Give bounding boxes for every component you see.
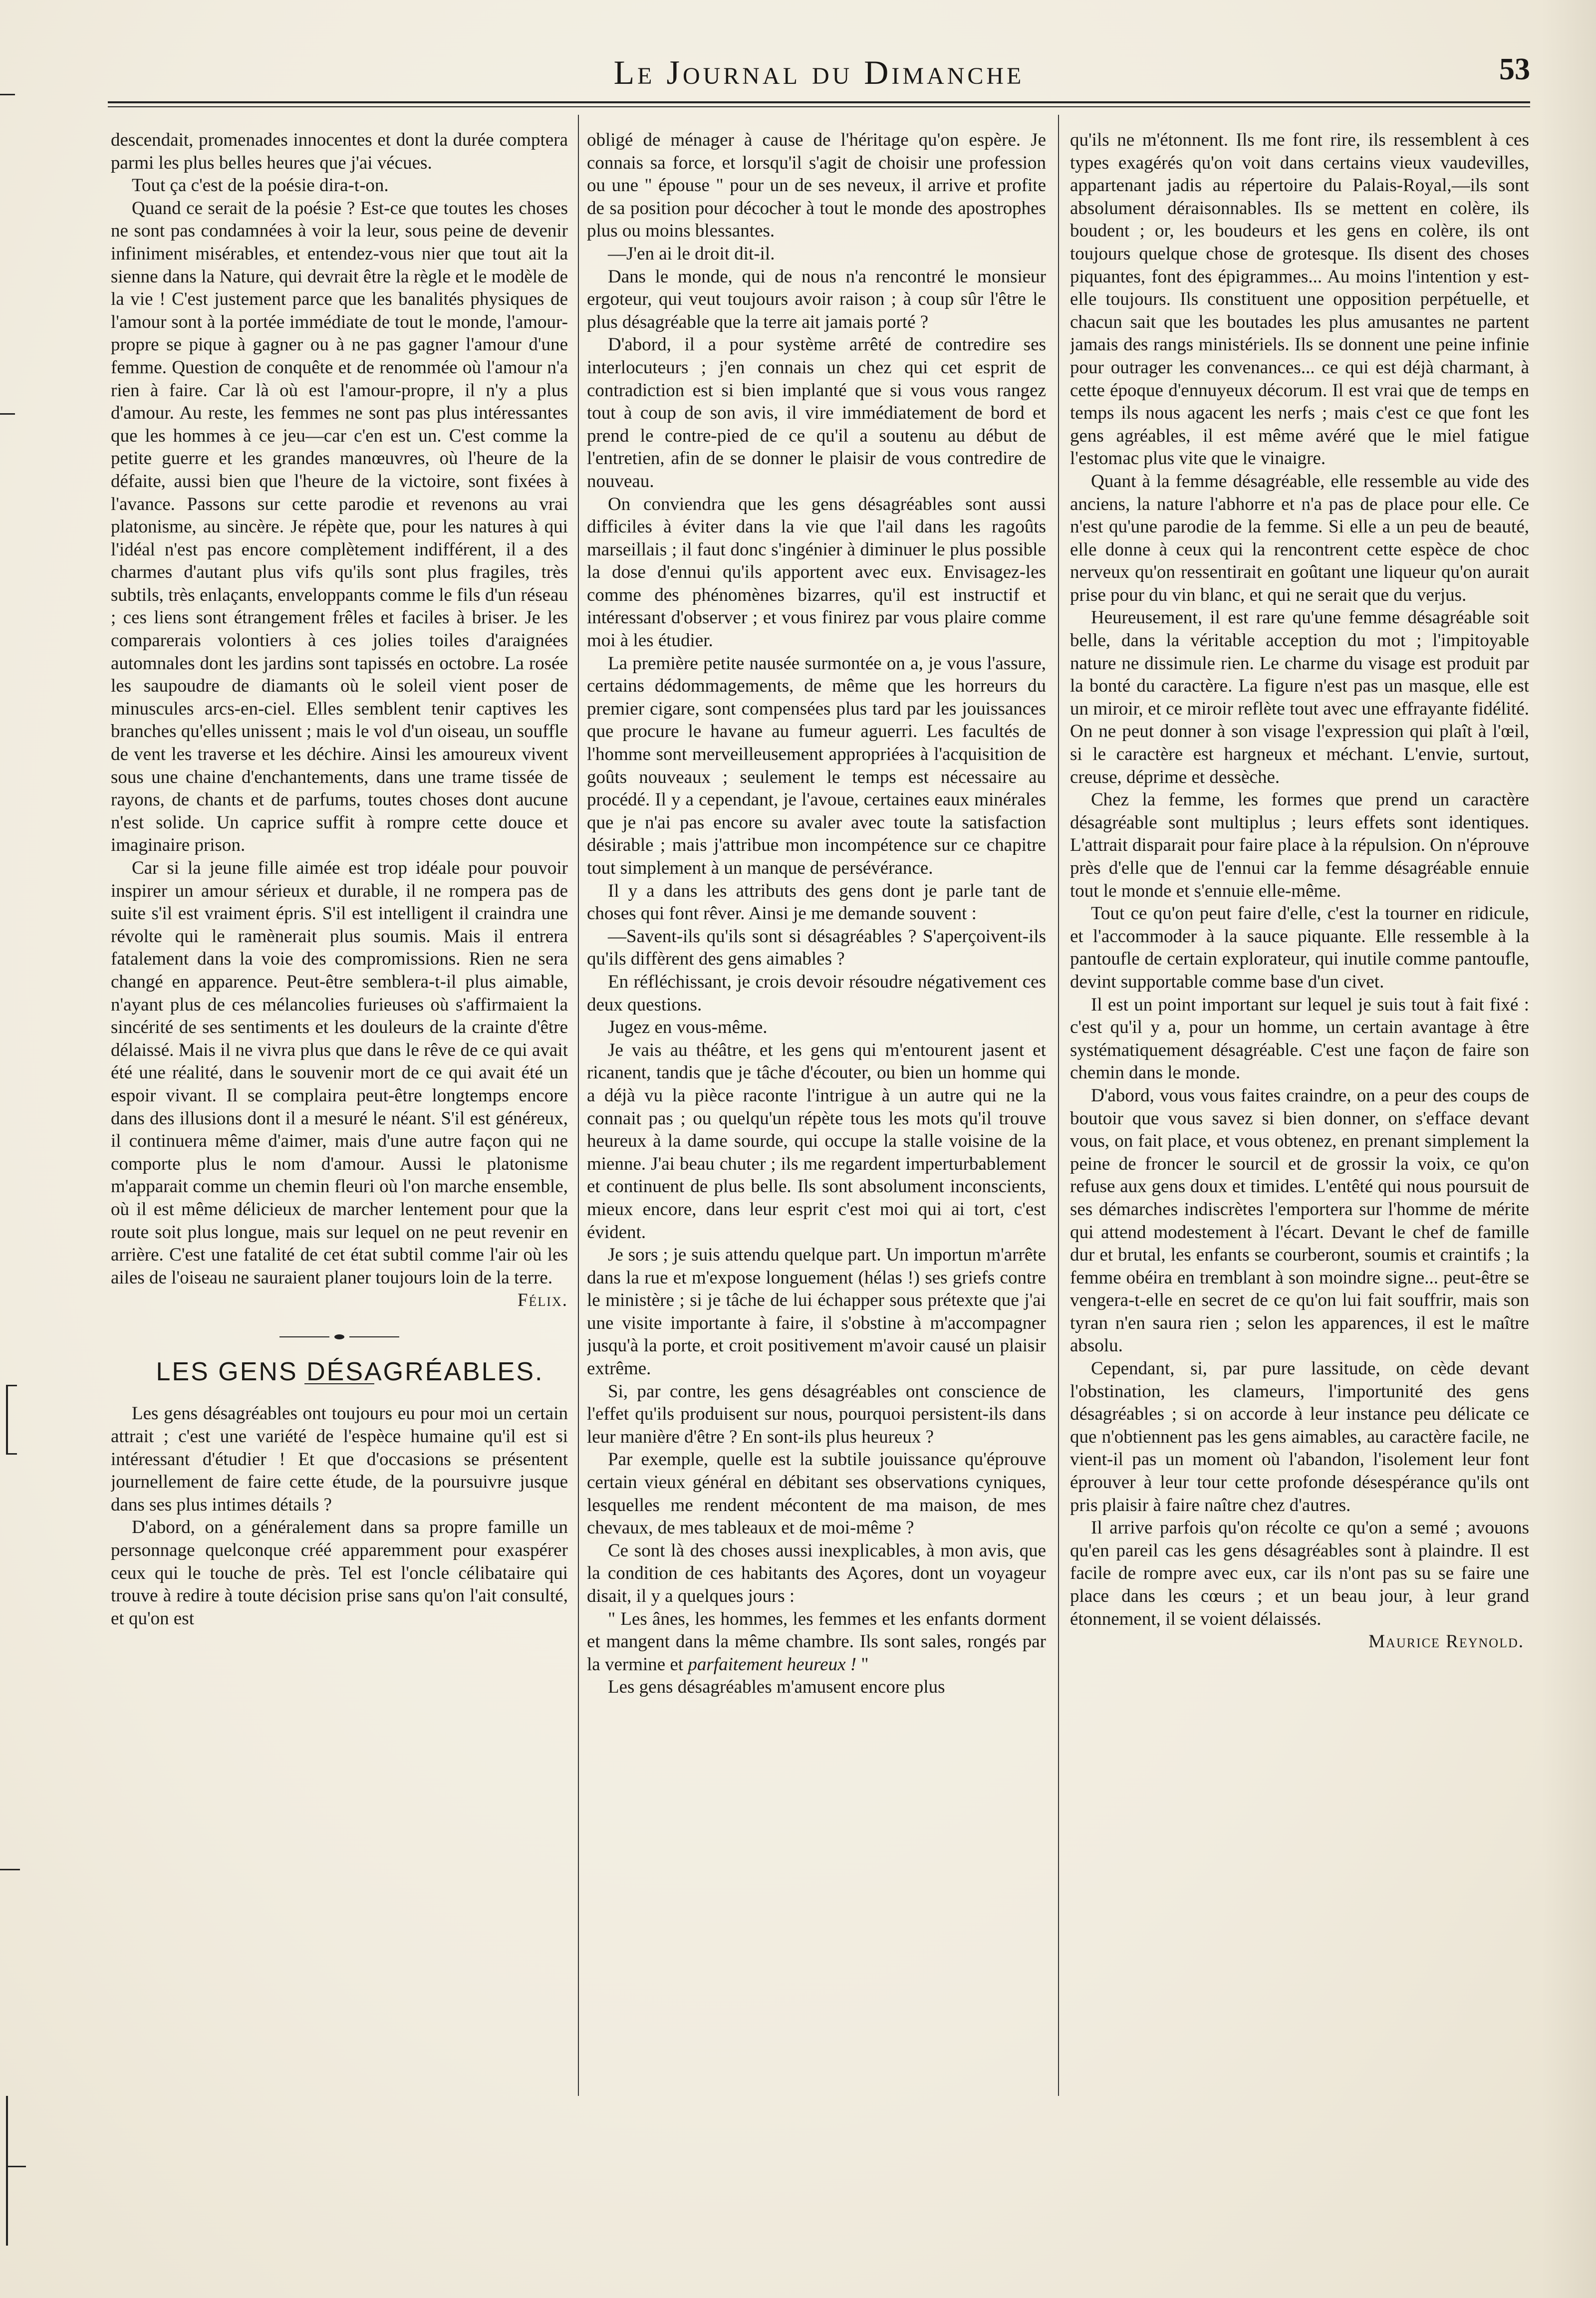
margin-bracket	[6, 1385, 8, 1455]
paragraph: Cependant, si, par pure lassitude, on cède devant l'obstination, les clameurs, l'importunité des gens désagréables ; si on accorde à leur instance peu délicate ce que n'obtiennent pas les gens aimables, au caractère facile, ne vient-il pas un moment où l'abandon, l'isolement leur font éprouver à leur tour cette profonde désespérance qu'ils ont pris plaisir à faire naître chez d'autres.	[1070, 1358, 1529, 1516]
column-2	[587, 129, 1046, 2105]
paragraph: Chez la femme, les formes que prend un caractère désagréable sont multiplus ; leurs effets sont identiques. L'attrait disparait pour faire place à la répulsion. On n'éprouve près d'elle que de l'ennui car la femme désagréable ennuie tout le monde et s'ennuie elle-même.	[1070, 789, 1529, 901]
paragraph: —J'en ai le droit dit-il.	[608, 243, 775, 264]
paragraph: Tout ça c'est de la poésie dira-t-on.	[132, 175, 389, 196]
margin-tick	[0, 1869, 20, 1870]
section-ornament	[279, 1333, 399, 1341]
paragraph: Tout ce qu'on peut faire d'elle, c'est la tourner en ridicule, et l'accommoder à la sauce piquante. Elle ressemble à la pantoufle de certain explorateur, qui inutile comme pantoufle, devint supportable comme base d'un civet.	[1070, 903, 1529, 992]
paragraph: Dans le monde, qui de nous n'a rencontré le monsieur ergoteur, qui veut toujours avoir raison ; à coup sûr l'être le plus désagréable que la terre ait jamais porté ?	[587, 266, 1046, 332]
margin-bracket	[6, 1453, 17, 1455]
running-head	[108, 49, 1530, 97]
header-rule	[108, 101, 1530, 107]
paragraph: La première petite nausée surmontée on a, je vous l'assure, certains dédommagements, de même que les horreurs du premier cigare, sont compensées plus tard par les jouissances que procure le havane au fumeur aguerri. Les facultés de l'homme sont merveilleusement appropriées à l'acquisition de goûts nouveaux ; seulement le temps est nécessaire au procédé. Il y a cependant, je l'avoue, certaines eaux minérales que je n'ai pas encore su avaler avec toute la satisfaction désirable ; mais j'attribue mon incompétence sur ce chapitre tout simplement à un manque de persévérance.	[587, 653, 1046, 878]
column-3	[1070, 129, 1529, 2105]
paragraph: Ce sont là des choses aussi inexplicables, à mon avis, que la condition de ces habitants des Açores, dont un voyageur disait, il y a quelques jours :	[587, 1540, 1046, 1606]
article-title: LES GENS DÉSAGRÉABLES.	[156, 1357, 544, 1386]
paragraph: D'abord, vous vous faites craindre, on a peur des coups de boutoir que vous savez si bien donner, on s'efface devant vous, on fait place, et vous obtenez, en prenant simplement la peine de froncer le sourcil et de grossir la voix, ce qu'on refuse aux gens doux et timides. L'entêté qui nous poursuit de ses démarches indiscrètes l'emportera sur l'homme de mérite qui attend modestement à l'écart. Devant le chef de famille dur et brutal, les enfants se courberont, soumis et craintifs ; la femme obéira en tremblant à son moindre signe... peut-être se vengera-t-elle en secret de ce qu'on lui fait souffrir, mais son tyran n'en saura rien ; selon les apparences, il est le maître absolu.	[1070, 1085, 1529, 1356]
ornament-icon	[333, 1333, 345, 1341]
quotation-close: "	[856, 1654, 869, 1675]
paragraph: D'abord, on a généralement dans sa propre famille un personnage quelconque créé apparemment pour exaspérer ceux qui le touche de près. Tel est l'oncle célibataire qui trouve à redire à toute décision prise sans qu'on l'ait consulté, et qu'on est	[111, 1517, 568, 1629]
paragraph: Je vais au théâtre, et les gens qui m'entourent jasent et ricanent, tandis que je tâche d'écouter, ou bien un homme qui a déjà vu la pièce raconte l'intrigue à un autre qui ne la connait pas ; ou quelqu'un répète tous les mots qu'il trouve heureux à la dame sourde, qui occupe la stalle voisine de la mienne. J'ai beau chuter ; ils me regardent imperturbablement et continuent de plus belle. Ils sont absolument inconscients, mieux encore, dans leur esprit c'est moi qui ai tort, c'est évident.	[587, 1039, 1046, 1243]
margin-tick	[0, 413, 15, 415]
margin-tick	[6, 2166, 26, 2167]
paragraph: On conviendra que les gens désagréables sont aussi difficiles à éviter dans la vie que l'ail dans les ragoûts marseillais ; il faut donc s'ingénier à diminuer le plus possible la dose d'ennui qu'ils apportent avec eux. Envisagez-les comme des phénomènes bizarres, qu'il est instructif et intéressant d'observer ; et vous finirez par vous plaire comme moi à les étudier.	[587, 494, 1046, 651]
paragraph: qu'ils ne m'étonnent. Ils me font rire, ils ressemblent à ces types exagérés qu'on voit dans certains vieux vaudevilles, appartenant jadis au répertoire du Palais-Royal,—ils sont absolument déraisonnables. Ils se mettent en colère, ils boudent ; or, les boudeurs et les gens en colère, ils ont toujours quelque chose de grotesque. Ils disent des choses piquantes, font des épigrammes... Au moins l'intention y est-elle toujours. Ils constituent une opposition perpétuelle, et chacun sait que les boutades les plus amusantes ne partent jamais des rangs ministériels. Ils se donnent une peine infinie pour outrager les convenances... ce qui est déjà charmant, à cette époque d'ennuyeux décorum. Il est vrai que de temps en temps ils nous agacent les nerfs ; mais c'est ce que font les gens agréables, il est même avéré que le miel fatigue l'estomac plus vite que le vinaigre.	[1070, 130, 1529, 469]
margin-tick	[0, 94, 15, 95]
paragraph: D'abord, il a pour système arrêté de contredire ses interlocuteurs ; j'en connais un chez qui cet esprit de contradiction est si bien implanté que si vous vous rangez tout à coup de son avis, il vire immédiatement de bord et prend le contre-pied de ce qu'il a soutenu au début de l'entretien, afin de se donner le plaisir de vous contredire de nouveau.	[587, 334, 1046, 492]
column-divider	[1058, 115, 1059, 2096]
margin-bracket	[6, 2096, 8, 2246]
paragraph: Il arrive parfois qu'on récolte ce qu'on a semé ; avouons qu'en pareil cas les gens désagréables sont à plaindre. Il est facile de rompre avec eux, car ils n'ont pas su se faire une place dans les cœurs ; et un beau jour, à leur grand étonnement, il se voient délaissés.	[1070, 1518, 1529, 1629]
paragraph: Jugez en vous-même.	[608, 1017, 768, 1038]
paragraph: Les gens désagréables m'amusent encore plus	[608, 1677, 945, 1698]
paragraph: Par exemple, quelle est la subtile jouissance qu'éprouve certain vieux général en débitant ses observations cyniques, lesquelles me rendent mécontent de ma maison, de mes chevaux, de mes tableaux et de moi-même ?	[587, 1449, 1046, 1538]
paragraph: Il y a dans les attributs des gens dont je parle tant de choses qui font rêver. Ainsi je me demande souvent :	[587, 880, 1046, 924]
paragraph: obligé de ménager à cause de l'héritage qu'on espère. Je connais sa force, et lorsqu'il s'agit de choisir une profession ou une " épouse " pour un de ses neveux, il arrive et profite de sa position pour décocher à tout le monde des apostrophes plus ou moins blessantes.	[587, 130, 1046, 242]
column-divider	[578, 115, 579, 2096]
paragraph: descendait, promenades innocentes et dont la durée comptera parmi les plus belles heures que j'ai vécues.	[111, 130, 568, 173]
paragraph: En réfléchissant, je crois devoir résoudre négativement ces deux questions.	[587, 971, 1046, 1015]
paragraph: —Savent-ils qu'ils sont si désagréables ? S'aperçoivent-ils qu'ils diffèrent des gens aimables ?	[587, 926, 1046, 970]
journal-title: Le Journal du Dimanche	[613, 53, 1025, 91]
author-signature: Félix.	[517, 1290, 568, 1311]
paragraph: Car si la jeune fille aimée est trop idéale pour pouvoir inspirer un amour sérieux et durable, il ne rompera pas de suite s'il est vraiment épris. S'il est intelligent il craindra une révolte qui le ramènerait plus soumis. Mais il entrera fatalement dans la voie des compromissions. Rien ne sera changé en apparence. Peut-être semblera-t-il plus aimable, n'ayant plus de ces mélancolies furieuses où s'affirmaient la sincérité de ses sentiments et les douleurs de la crainte d'être délaissé. Mais il ne vivra plus que dans le rêve de ce qui avait été une réalité, dans le souvenir mort de ce qui avait été un espoir vivant. Il se complaira peut-être longtemps encore dans des illusions dont il a mesuré le néant. S'il est généreux, il continuera même d'aimer, mais d'une autre façon qui ne comporte plus le nom d'amour. Aussi le platonisme m'apparait comme un chemin fleuri où l'on marche ensemble, où il est même délicieux de marcher lentement pour que la route soit plus longue, mais sur lequel on ne peut revenir en arrière. C'est une fatalité de cet état subtil comme l'air où les ailes de l'oiseau ne sauraient planer toujours loin de la terre.	[111, 858, 568, 1288]
paragraph: Si, par contre, les gens désagréables ont conscience de l'effet qu'ils produisent sur nous, pourquoi persistent-ils dans leur manière d'être ? En sont-ils plus heureux ?	[587, 1381, 1046, 1447]
author-signature: Maurice Reynold.	[1368, 1631, 1524, 1652]
page-edge-shading	[1541, 0, 1596, 2298]
binding-margin	[0, 0, 30, 2298]
quotation-text: " Les ânes, les hommes, les femmes et les enfants dorment et mangent dans la même chambre. Ils sont sales, rongés par la vermine et	[587, 1608, 1046, 1675]
column-1	[111, 129, 568, 2105]
paragraph: Je sors ; je suis attendu quelque part. Un importun m'arrête dans la rue et m'expose longuement (hélas !) ses griefs contre le ministère ; si je tâche de lui échapper sous prétexte que j'ai une visite importante à faire, il s'obstine à m'accompagner jusqu'à la porte, et croit positivement m'avoir causé un plaisir extrême.	[587, 1245, 1046, 1379]
quotation	[587, 1608, 1046, 1676]
paragraph: Quant à la femme désagréable, elle ressemble au vide des anciens, la nature l'abhorre et n'a pas de place pour elle. Ce n'est qu'une parodie de la femme. Si elle a un peu de beauté, elle donne à ceux qui la rencontrent cette espèce de choc nerveux qu'on ressentirait en goûtant une liqueur qu'on aurait prise pour du vin blanc, et qui ne serait que du verjus.	[1070, 471, 1529, 605]
quotation-emphasis: parfaitement heureux !	[688, 1654, 857, 1675]
paragraph: Heureusement, il est rare qu'une femme désagréable soit belle, dans la véritable acception du mot ; l'impitoyable nature ne dissimule rien. Le charme du visage est produit par la bonté du caractère. La figure n'est pas un masque, elle est un miroir, et ce miroir reflète tout avec une effrayante fidélité. On ne peut donner à son visage l'expression qui plaît à l'œil, si le caractère est hargneux et méchant. L'envie, surtout, creuse, déprime et dessèche.	[1070, 607, 1529, 787]
page-number: 53	[1499, 52, 1530, 86]
paragraph: Il est un point important sur lequel je suis tout à fait fixé : c'est qu'il y a, pour un homme, un certain avantage à être systématiquement désagréable. C'est une façon de faire son chemin dans le monde.	[1070, 994, 1529, 1083]
paragraph: Quand ce serait de la poésie ? Est-ce que toutes les choses ne sont pas condamnées à voir la leur, sous peine de devenir infiniment misérables, et entendez-vous nier que tout ait la sienne dans la Nature, qui devrait être la règle et le modèle de la vie ! C'est justement parce que les banalités physiques de l'amour sont à la portée immédiate de tout le monde, l'amour-propre se pique à gagner ou à ne pas gagner l'amour d'une femme. Question de conquête et de renommée où l'amour n'a rien à faire. Car là où est l'amour-propre, il n'y a plus d'amour. Au reste, les femmes ne sont pas plus intéressantes que les hommes à ce jeu—car c'en est un. C'est comme la petite guerre et les grandes manœuvres, où l'heure de la défaite, aussi bien que l'heure de la victoire, sont fixées à l'avance. Passons sur cette parodie et revenons au vrai platonisme, au sincère. Je répète que, pour les natures à qui l'idéal n'est pas encore complètement indifférent, il a des charmes d'autant plus vifs qu'ils sont plus fragiles, très subtils, très enlaçants, enveloppants comme le fils d'un réseau ; ces liens sont étrangement frêles et faciles à briser. Je les comparerais volontiers à ces jolies toiles d'araignées automnales dont les jardins sont tapissés en octobre. La rosée les saupoudre de diamants où le soleil vient poser de minuscules arcs-en-ciel. Elles semblent tenir captives les branches qu'elles unissent ; mais le vol d'un oiseau, un souffle de vent les traverse et les déchire. Ainsi les amoureux vivent sous une chaine d'enchantements, dans une trame tissée de rayons, de chants et de parfums, toutes choses dont aucune n'est solide. Un caprice suffit à rompre cette douce et imaginaire prison.	[111, 198, 568, 856]
paragraph: Les gens désagréables ont toujours eu pour moi un certain attrait ; c'est une variété de l'espèce humaine qu'il est si intéressant d'étudier ! Et que d'occasions se présentent journellement de faire cette étude, de la poursuivre jusque dans ses plus intimes détails ?	[111, 1403, 568, 1515]
margin-bracket	[6, 1385, 17, 1386]
